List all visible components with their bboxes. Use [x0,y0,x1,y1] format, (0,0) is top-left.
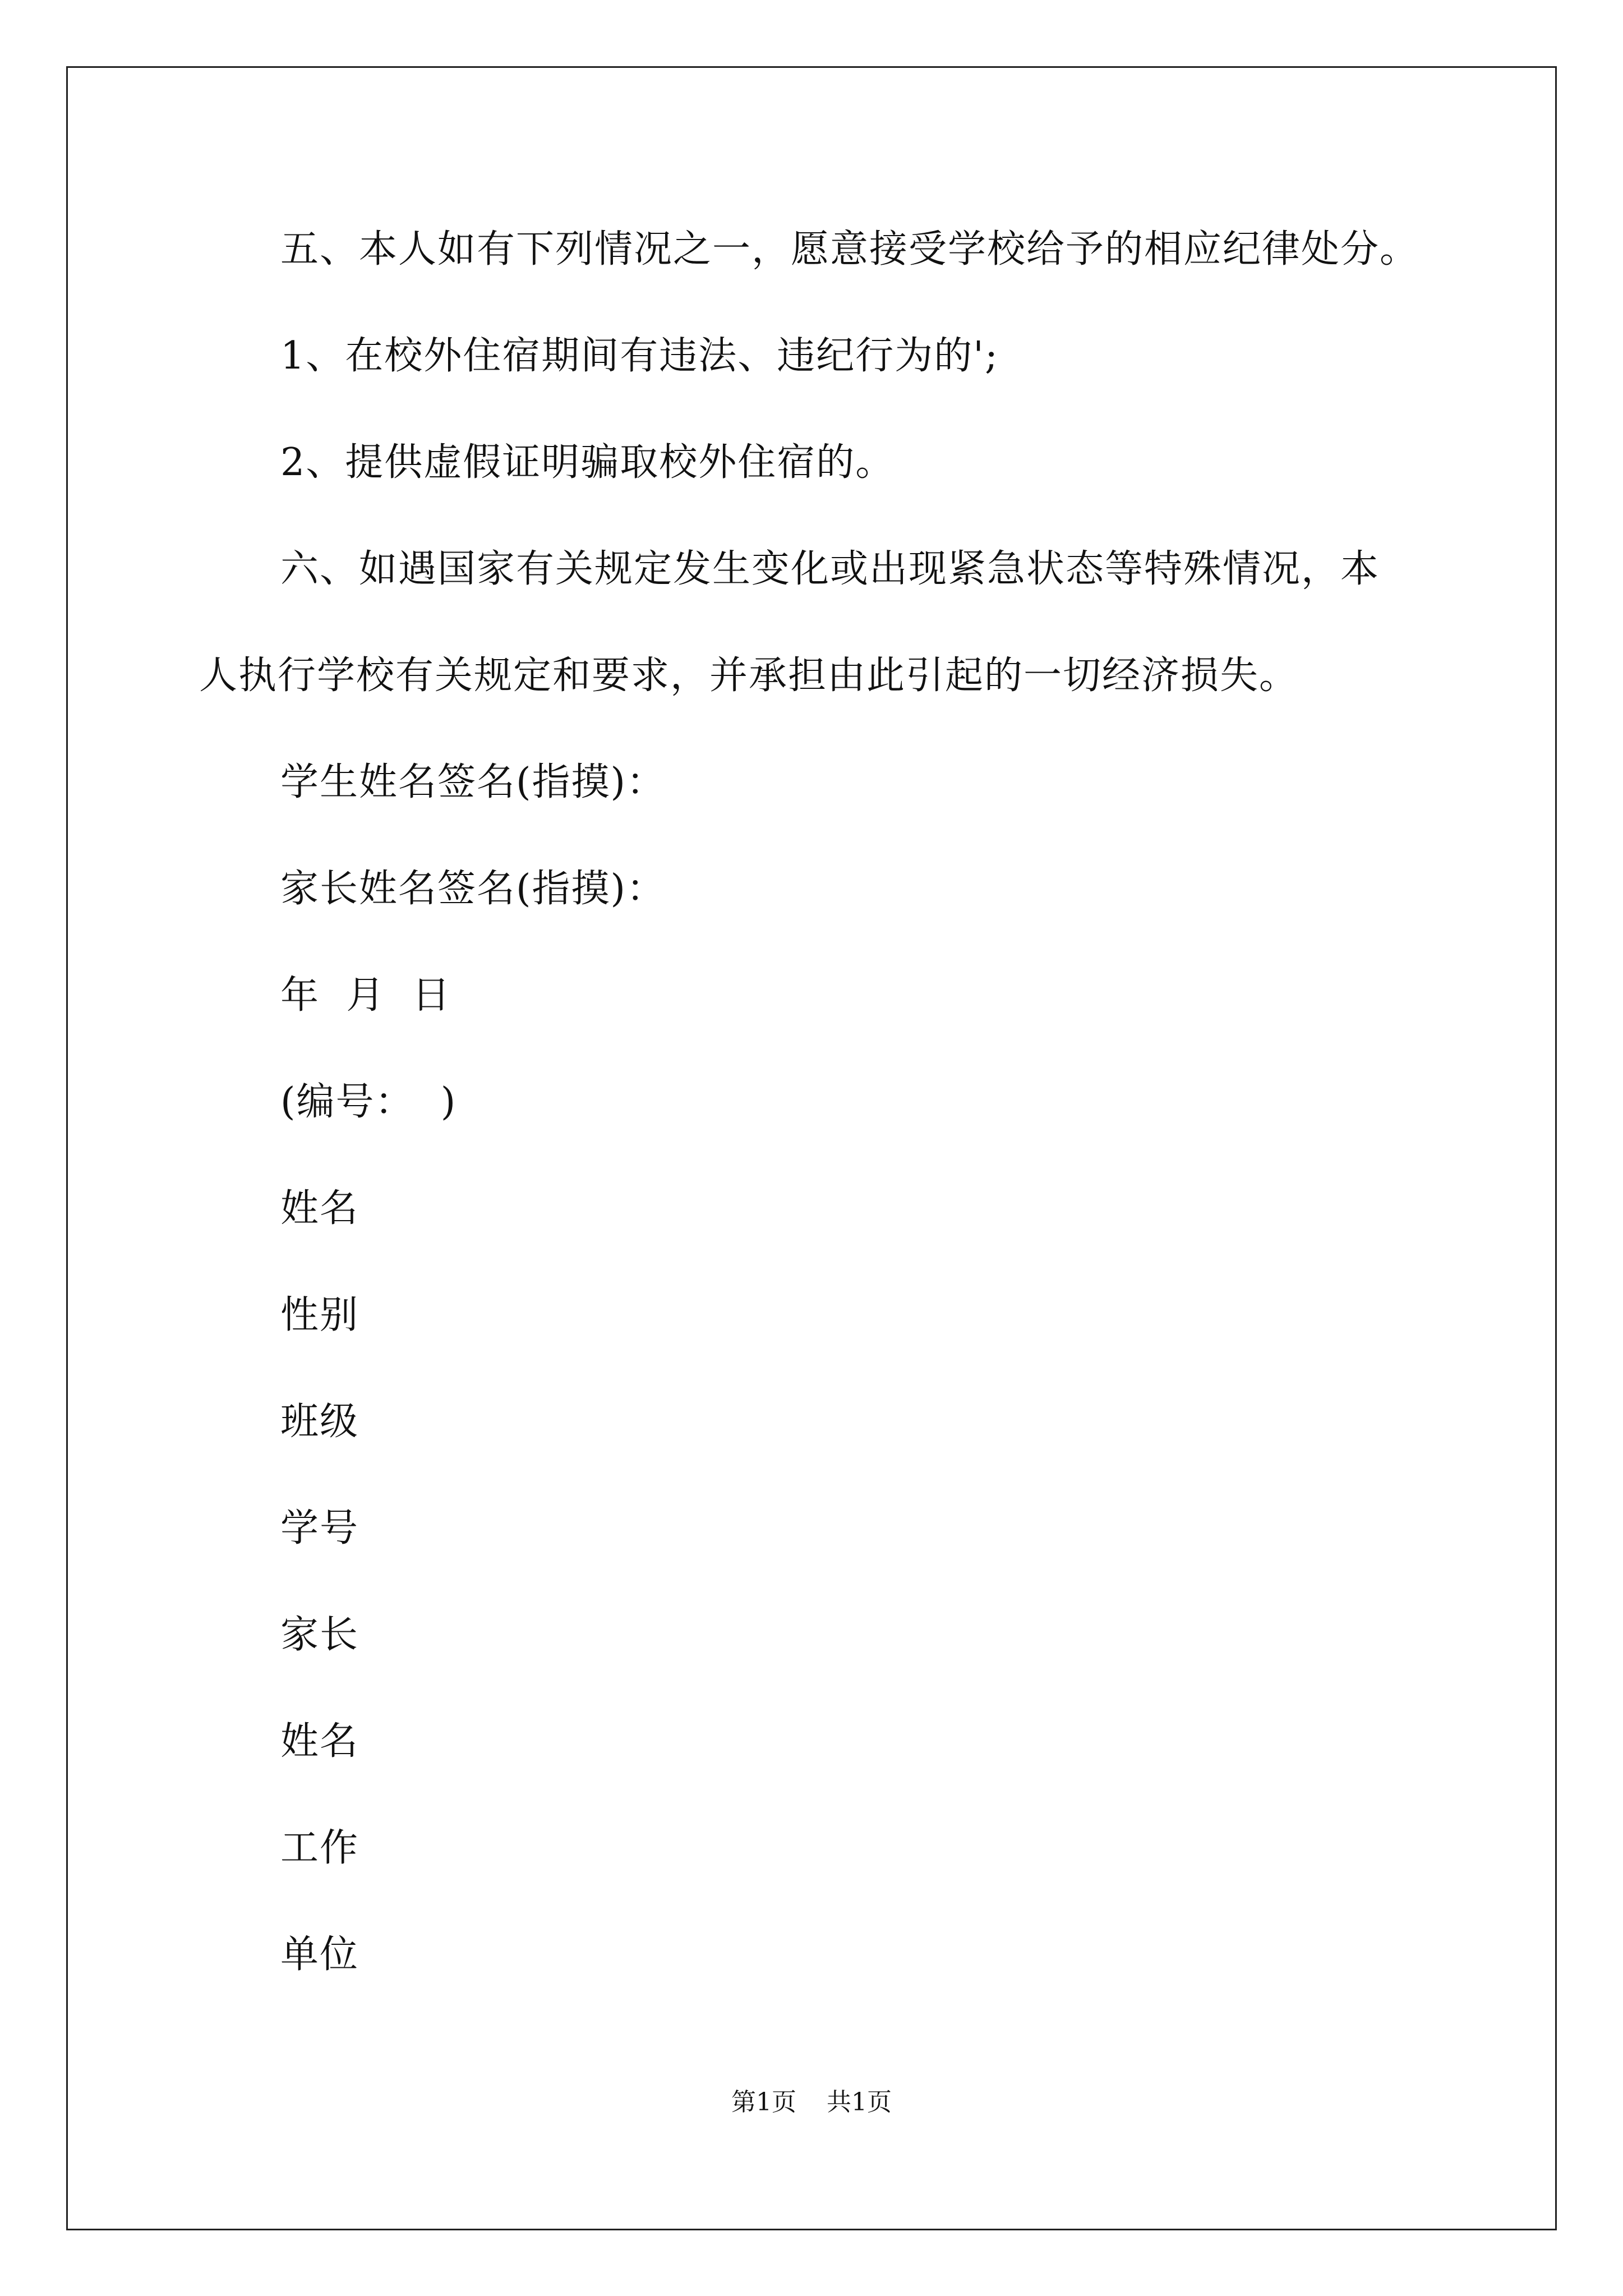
paragraph-six-line-2: 人执行学校有关规定和要求，并承担由此引起的一切经济损失。 [199,654,1299,698]
field-label-parent-name: 姓名 [280,1719,359,1764]
field-label-work: 工作 [280,1826,359,1870]
paragraph-six-line-1: 六、如遇国家有关规定发生变化或出现紧急状态等特殊情况，本 [280,547,1380,591]
parent-signature-label: 家长姓名签名(指摸)： [280,867,666,911]
field-label-parent: 家长 [280,1613,359,1657]
page-footer [0,2087,1623,2118]
total-page-count: 共1页 [827,2088,892,2116]
serial-number: (编号： ) [280,1080,457,1124]
current-page-number: 第1页 [731,2088,796,2116]
date-line: 年 月 日 [280,973,451,1018]
list-item-one: 1、在校外住宿期间有违法、违纪行为的'; [280,334,999,378]
field-label-class: 班级 [280,1400,359,1444]
list-item-two: 2、提供虚假证明骗取校外住宿的。 [280,440,895,485]
paragraph-five: 五、本人如有下列情况之一，愿意接受学校给予的相应纪律处分。 [280,227,1419,272]
field-label-unit: 单位 [280,1932,359,1977]
student-signature-label: 学生姓名签名(指摸)： [280,760,666,804]
field-label-student-id: 学号 [280,1506,359,1550]
field-label-gender: 性别 [280,1293,359,1337]
field-label-name: 姓名 [280,1186,359,1231]
